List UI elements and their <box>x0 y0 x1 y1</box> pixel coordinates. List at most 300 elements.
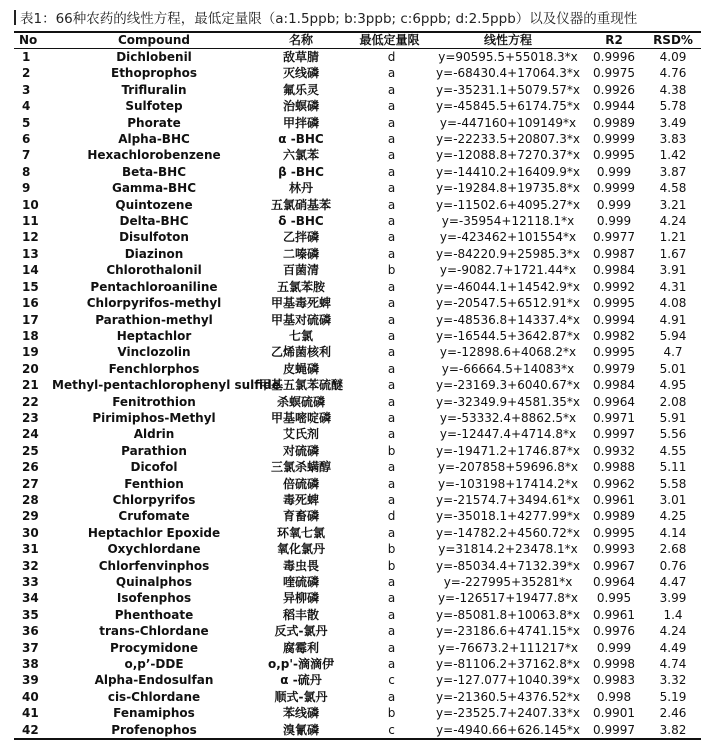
cell-r2: 0.9997 <box>593 722 635 737</box>
cell-r2: 0.9961 <box>593 492 635 507</box>
table-row <box>14 689 701 705</box>
cell-equation: y=-12088.8+7270.37*x <box>436 148 580 163</box>
cell-compound: Diazinon <box>124 246 184 261</box>
cell-name: δ -BHC <box>278 214 324 229</box>
cell-no: 2 <box>22 66 31 81</box>
cell-lod: a <box>387 476 396 491</box>
cell-compound: Isofenphos <box>116 591 192 606</box>
cell-rsd: 4.91 <box>659 312 687 327</box>
cell-r2: 0.9977 <box>593 230 635 245</box>
cell-name: 七氯 <box>288 328 313 343</box>
table-row <box>14 115 701 131</box>
cell-equation: y=-32349.9+4581.35*x <box>436 394 580 409</box>
cell-rsd: 1.67 <box>659 246 687 261</box>
cell-no: 38 <box>22 657 39 672</box>
cell-no: 41 <box>22 706 39 721</box>
cell-equation: y=-53332.4+8862.5*x <box>439 410 577 425</box>
cell-name: 二嗪磷 <box>282 246 319 261</box>
cell-equation: y=-23169.3+6040.67*x <box>436 378 580 393</box>
cell-compound: Chlorpyrifos-methyl <box>86 296 222 311</box>
table-row <box>14 722 701 739</box>
cell-name: 六氯苯 <box>282 148 319 163</box>
cell-equation: y=-21360.5+4376.52*x <box>436 689 580 704</box>
table-row <box>14 295 701 311</box>
cell-no: 20 <box>22 361 39 376</box>
table-row <box>14 656 701 672</box>
cell-lod: a <box>387 312 396 327</box>
cell-no: 4 <box>22 99 31 114</box>
cell-name: 氟乐灵 <box>282 82 319 97</box>
cell-rsd: 2.46 <box>659 706 687 721</box>
cell-rsd: 3.99 <box>659 591 687 606</box>
cell-name: 甲基毒死蜱 <box>270 296 331 311</box>
cell-equation: y=-35231.1+5079.57*x <box>436 82 580 97</box>
cell-no: 17 <box>22 312 39 327</box>
cell-equation: y=-14782.2+4560.72*x <box>436 525 580 540</box>
cell-r2: 0.9992 <box>593 279 635 294</box>
cell-equation: y=90595.5+55018.3*x <box>438 50 578 64</box>
table-row <box>14 262 701 278</box>
cell-rsd: 3.49 <box>659 115 687 130</box>
cell-lod: a <box>387 624 396 639</box>
cell-lod: a <box>387 66 396 81</box>
cell-r2: 0.9993 <box>593 542 635 557</box>
cell-name: 灭线磷 <box>282 66 319 81</box>
cell-compound: Quinalphos <box>115 575 193 589</box>
table-row <box>14 541 701 557</box>
cell-name: 敌草腈 <box>282 50 319 64</box>
cell-lod: a <box>387 164 396 179</box>
cell-no: 36 <box>22 624 39 639</box>
cell-compound: Delta-BHC <box>119 214 189 229</box>
cell-lod: b <box>387 443 396 458</box>
cell-equation: y=-76673.2+111217*x <box>437 640 579 655</box>
table-row <box>14 508 701 524</box>
cell-no: 1 <box>22 50 31 64</box>
cell-r2: 0.999 <box>596 214 632 229</box>
table-row <box>14 410 701 426</box>
cell-name: 甲拌磷 <box>282 115 319 130</box>
cell-r2: 0.9975 <box>593 66 635 81</box>
cell-no: 14 <box>22 263 39 278</box>
cell-compound: Procymidone <box>109 640 199 655</box>
table-row <box>14 590 701 606</box>
cell-rsd: 0.76 <box>659 558 687 573</box>
cell-no: 22 <box>22 394 39 409</box>
cell-equation: y=31814.2+23478.1*x <box>438 542 578 557</box>
cell-equation: y=-447160+109149*x <box>439 115 577 130</box>
cell-no: 13 <box>22 246 39 261</box>
cell-equation: y=-19284.8+19735.8*x <box>436 181 580 196</box>
table-row <box>14 328 701 344</box>
cell-compound: Phenthoate <box>114 607 194 622</box>
cell-r2: 0.9962 <box>593 476 635 491</box>
table-row <box>14 426 701 442</box>
cell-name: 溴氰磷 <box>282 722 319 737</box>
cell-rsd: 5.19 <box>659 689 687 704</box>
cell-r2: 0.999 <box>596 640 632 655</box>
table-row <box>14 312 701 328</box>
table-row <box>14 164 701 180</box>
cell-r2: 0.9997 <box>593 427 635 442</box>
cell-compound: Alpha-BHC <box>118 132 190 147</box>
cell-rsd: 5.01 <box>659 361 687 376</box>
cell-compound: Chlorothalonil <box>106 263 202 278</box>
cell-lod: a <box>387 197 396 212</box>
table-row <box>14 131 701 147</box>
cell-lod: d <box>387 50 396 64</box>
cell-r2: 0.9995 <box>593 345 635 360</box>
cell-r2: 0.9998 <box>593 657 635 672</box>
cell-no: 24 <box>22 427 39 442</box>
cell-lod: b <box>387 558 396 573</box>
table-row <box>14 180 701 196</box>
cell-r2: 0.9932 <box>593 443 635 458</box>
table-row <box>14 640 701 656</box>
table-row <box>14 65 701 81</box>
header-compound: Compound <box>117 33 191 47</box>
cell-compound: Parathion <box>121 443 187 458</box>
cell-equation: y=-4940.66+626.145*x <box>436 722 580 737</box>
cell-r2: 0.9987 <box>593 246 635 261</box>
cell-lod: b <box>387 706 396 721</box>
cell-equation: y=-66664.5+14083*x <box>441 361 575 376</box>
cell-lod: a <box>387 640 396 655</box>
cell-no: 40 <box>22 689 39 704</box>
cell-lod: a <box>387 591 396 606</box>
cell-compound: Parathion-methyl <box>95 312 213 327</box>
cell-rsd: 2.68 <box>659 542 687 557</box>
cell-rsd: 5.78 <box>659 99 687 114</box>
cell-compound: Fenthion <box>124 476 184 491</box>
cell-lod: a <box>387 460 396 475</box>
cell-r2: 0.9995 <box>593 296 635 311</box>
cell-no: 30 <box>22 525 39 540</box>
cell-compound: Phorate <box>127 115 181 130</box>
cell-name: 顺式-氯丹 <box>274 689 328 704</box>
cell-compound: Fenamiphos <box>113 706 195 721</box>
cell-compound: Dicofol <box>130 460 178 475</box>
cell-compound: Crufomate <box>118 509 190 524</box>
cell-name: 氧化氯丹 <box>276 542 325 557</box>
cell-rsd: 4.09 <box>659 50 687 64</box>
cell-equation: y=-23186.6+4741.15*x <box>436 624 580 639</box>
cell-name: β -BHC <box>278 164 324 179</box>
cell-equation: y=-227995+35281*x <box>443 575 573 589</box>
cell-name: 甲基对硫磷 <box>270 312 331 327</box>
cell-lod: a <box>387 657 396 672</box>
cell-rsd: 4.14 <box>659 525 687 540</box>
cell-lod: a <box>387 214 396 229</box>
cell-compound: Trifluralin <box>121 82 187 97</box>
table-row <box>14 98 701 114</box>
table-row <box>14 525 701 541</box>
cell-equation: y=-16544.5+3642.87*x <box>436 328 580 343</box>
cell-rsd: 4.38 <box>659 82 687 97</box>
cell-no: 27 <box>22 476 39 491</box>
cell-equation: y=-68430.4+17064.3*x <box>436 66 580 81</box>
cell-equation: y=-19471.2+1746.87*x <box>436 443 580 458</box>
cell-no: 6 <box>22 132 31 147</box>
cell-lod: a <box>387 345 396 360</box>
cell-rsd: 3.32 <box>659 673 687 688</box>
cell-r2: 0.995 <box>596 591 632 606</box>
cell-name: 五氯硝基苯 <box>270 197 331 212</box>
cell-no: 35 <box>22 607 39 622</box>
cell-lod: a <box>387 82 396 97</box>
cell-rsd: 5.56 <box>659 427 687 442</box>
cell-no: 25 <box>22 443 39 458</box>
cell-rsd: 4.76 <box>659 66 687 81</box>
cell-rsd: 4.95 <box>659 378 687 393</box>
cell-equation: y=-85081.8+10063.8*x <box>436 607 580 622</box>
cell-compound: Profenophos <box>111 722 197 737</box>
cell-equation: y=-207858+59696.8*x <box>437 460 579 475</box>
cell-r2: 0.9995 <box>593 148 635 163</box>
header-no: No <box>19 33 38 47</box>
cell-rsd: 5.58 <box>659 476 687 491</box>
cell-name: 喹硫磷 <box>282 575 319 589</box>
table-row <box>14 344 701 360</box>
cell-name: 林丹 <box>288 181 313 196</box>
table-row <box>14 279 701 295</box>
cell-no: 23 <box>22 410 39 425</box>
cell-r2: 0.9964 <box>593 575 635 589</box>
pesticide-table <box>14 31 701 740</box>
cell-name: 反式-氯丹 <box>274 624 328 639</box>
table-row <box>14 213 701 229</box>
cell-no: 16 <box>22 296 39 311</box>
cell-lod: a <box>387 328 396 343</box>
table-row <box>14 607 701 623</box>
cell-no: 32 <box>22 558 39 573</box>
cell-compound: Heptachlor <box>116 328 192 343</box>
cell-name: 百菌清 <box>282 263 319 278</box>
cell-name: 苯线磷 <box>282 706 319 721</box>
cell-lod: a <box>387 181 396 196</box>
cell-rsd: 4.58 <box>659 181 687 196</box>
table-row <box>14 443 701 459</box>
cell-r2: 0.9995 <box>593 525 635 540</box>
cell-compound: Chlorpyrifos <box>112 492 196 507</box>
table-caption <box>14 7 637 27</box>
cell-lod: a <box>387 115 396 130</box>
cell-r2: 0.999 <box>596 197 632 212</box>
cell-rsd: 4.7 <box>663 345 683 360</box>
cell-equation: y=-20547.5+6512.91*x <box>436 296 580 311</box>
cell-no: 21 <box>22 378 39 393</box>
cell-name: 皮蝇磷 <box>282 361 319 376</box>
header-lod: 最低定量限 <box>359 33 420 47</box>
cell-equation: y=-126517+19477.8*x <box>437 591 579 606</box>
cell-compound: Aldrin <box>133 427 175 442</box>
cell-compound: Alpha-Endosulfan <box>94 673 214 688</box>
cell-rsd: 4.31 <box>659 279 687 294</box>
cell-compound: Gamma-BHC <box>111 181 197 196</box>
header-r2: R2 <box>605 33 623 47</box>
table-row <box>14 492 701 508</box>
cell-no: 12 <box>22 230 39 245</box>
cell-rsd: 3.21 <box>659 197 687 212</box>
cell-rsd: 3.82 <box>659 722 687 737</box>
cell-r2: 0.999 <box>596 164 632 179</box>
cell-no: 10 <box>22 197 39 212</box>
cell-compound: Pentachloroaniline <box>90 279 218 294</box>
cell-r2: 0.9999 <box>593 181 635 196</box>
header-name: 名称 <box>288 33 313 47</box>
cell-equation: y=-9082.7+1721.44*x <box>439 263 577 278</box>
cell-lod: b <box>387 542 396 557</box>
table-caption-text: 表1：66种农药的线性方程，最低定量限（a:1.5ppb; b:3ppb; c:6ppb; d:2.5ppb）以及仪器的重现性 <box>20 11 638 27</box>
cell-rsd: 4.49 <box>659 640 687 655</box>
cell-no: 39 <box>22 673 39 688</box>
cell-lod: d <box>387 509 396 524</box>
cell-no: 3 <box>22 82 31 97</box>
header-rsd: RSD% <box>653 33 693 47</box>
cell-r2: 0.9926 <box>593 82 635 97</box>
cell-rsd: 5.91 <box>659 410 687 425</box>
cell-rsd: 1.42 <box>659 148 687 163</box>
cell-r2: 0.9989 <box>593 509 635 524</box>
cell-equation: y=-12447.4+4714.8*x <box>439 427 577 442</box>
cell-lod: a <box>387 575 396 589</box>
cell-compound: cis-Chlordane <box>107 689 201 704</box>
cell-name: 乙烯菌核利 <box>270 345 331 360</box>
cell-compound: Oxychlordane <box>107 542 201 557</box>
table-row <box>14 229 701 245</box>
cell-compound: Dichlobenil <box>116 50 192 64</box>
cell-compound: Disulfoton <box>119 230 189 245</box>
cell-rsd: 4.08 <box>659 296 687 311</box>
cell-equation: y=-84220.9+25985.3*x <box>436 246 580 261</box>
cell-lod: c <box>388 673 395 688</box>
cell-equation: y=-85034.4+7132.39*x <box>436 558 580 573</box>
table-row <box>14 377 701 393</box>
cell-name: 毒虫畏 <box>282 558 319 573</box>
cell-lod: a <box>387 148 396 163</box>
cell-lod: a <box>387 410 396 425</box>
cell-r2: 0.9944 <box>593 99 635 114</box>
cell-r2: 0.9999 <box>593 132 635 147</box>
cell-rsd: 4.74 <box>659 657 687 672</box>
cell-lod: a <box>387 99 396 114</box>
cell-r2: 0.9979 <box>593 361 635 376</box>
cell-no: 31 <box>22 542 39 557</box>
table-container <box>14 31 701 740</box>
text-cursor-mark <box>14 10 16 25</box>
cell-lod: a <box>387 427 396 442</box>
cell-lod: a <box>387 525 396 540</box>
cell-rsd: 3.83 <box>659 132 687 147</box>
table-row <box>14 394 701 410</box>
cell-rsd: 3.01 <box>659 492 687 507</box>
cell-r2: 0.9996 <box>593 50 635 64</box>
cell-lod: b <box>387 263 396 278</box>
cell-equation: y=-22233.5+20807.3*x <box>436 132 580 147</box>
cell-no: 29 <box>22 509 39 524</box>
cell-name: 异柳磷 <box>282 591 319 606</box>
cell-compound: Pirimiphos-Methyl <box>92 410 216 425</box>
cell-r2: 0.9982 <box>593 328 635 343</box>
cell-rsd: 3.91 <box>659 263 687 278</box>
cell-r2: 0.9988 <box>593 460 635 475</box>
cell-lod: a <box>387 230 396 245</box>
cell-equation: y=-11502.6+4095.27*x <box>436 197 580 212</box>
cell-no: 34 <box>22 591 39 606</box>
cell-no: 37 <box>22 640 39 655</box>
cell-equation: y=-48536.8+14337.4*x <box>436 312 580 327</box>
cell-r2: 0.9984 <box>593 378 635 393</box>
table-body <box>14 49 701 740</box>
cell-rsd: 4.55 <box>659 443 687 458</box>
table-header <box>14 32 701 49</box>
cell-name: 治螟磷 <box>282 99 319 114</box>
cell-compound: Hexachlorobenzene <box>87 148 221 163</box>
cell-no: 15 <box>22 279 39 294</box>
cell-no: 5 <box>22 115 31 130</box>
cell-compound: Fenitrothion <box>112 394 196 409</box>
cell-no: 8 <box>22 164 31 179</box>
table-row <box>14 476 701 492</box>
cell-rsd: 5.11 <box>659 460 687 475</box>
cell-equation: y=-35018.1+4277.99*x <box>436 509 580 524</box>
cell-name: 育畜磷 <box>282 509 319 524</box>
cell-rsd: 4.24 <box>659 624 687 639</box>
cell-no: 18 <box>22 328 39 343</box>
cell-lod: a <box>387 492 396 507</box>
cell-lod: a <box>387 132 396 147</box>
table-row <box>14 147 701 163</box>
cell-r2: 0.9964 <box>593 394 635 409</box>
cell-lod: a <box>387 378 396 393</box>
cell-name: 毒死蜱 <box>282 492 319 507</box>
cell-lod: a <box>387 279 396 294</box>
cell-rsd: 1.21 <box>659 230 687 245</box>
cell-name: 环氧七氯 <box>276 525 325 540</box>
cell-compound: Chlorfenvinphos <box>98 558 210 573</box>
cell-equation: y=-45845.5+6174.75*x <box>436 99 580 114</box>
cell-name: 稻丰散 <box>282 607 319 622</box>
cell-r2: 0.9971 <box>593 410 635 425</box>
cell-name: 甲基五氯苯硫醚 <box>258 378 343 393</box>
cell-name: 倍硫磷 <box>282 476 319 491</box>
cell-equation: y=-35954+12118.1*x <box>441 214 575 229</box>
cell-compound: Heptachlor Epoxide <box>87 525 221 540</box>
cell-lod: a <box>387 296 396 311</box>
cell-r2: 0.998 <box>596 689 632 704</box>
table-row <box>14 558 701 574</box>
cell-equation: y=-103198+17414.2*x <box>437 476 579 491</box>
cell-equation: y=-14410.2+16409.9*x <box>436 164 580 179</box>
cell-r2: 0.9994 <box>593 312 635 327</box>
cell-lod: a <box>387 689 396 704</box>
cell-lod: a <box>387 361 396 376</box>
cell-r2: 0.9989 <box>593 115 635 130</box>
cell-no: 33 <box>22 575 39 589</box>
cell-equation: y=-127.077+1040.39*x <box>436 673 580 688</box>
cell-no: 9 <box>22 181 31 196</box>
cell-name: 对硫磷 <box>282 443 319 458</box>
cell-name: 艾氏剂 <box>282 427 319 442</box>
cell-equation: y=-423462+101554*x <box>439 230 577 245</box>
cell-lod: a <box>387 607 396 622</box>
cell-r2: 0.9901 <box>593 706 635 721</box>
table-row <box>14 82 701 98</box>
cell-compound: Ethoprophos <box>111 66 197 81</box>
cell-r2: 0.9983 <box>593 673 635 688</box>
cell-rsd: 4.24 <box>659 214 687 229</box>
cell-compound: Fenchlorphos <box>108 361 200 376</box>
